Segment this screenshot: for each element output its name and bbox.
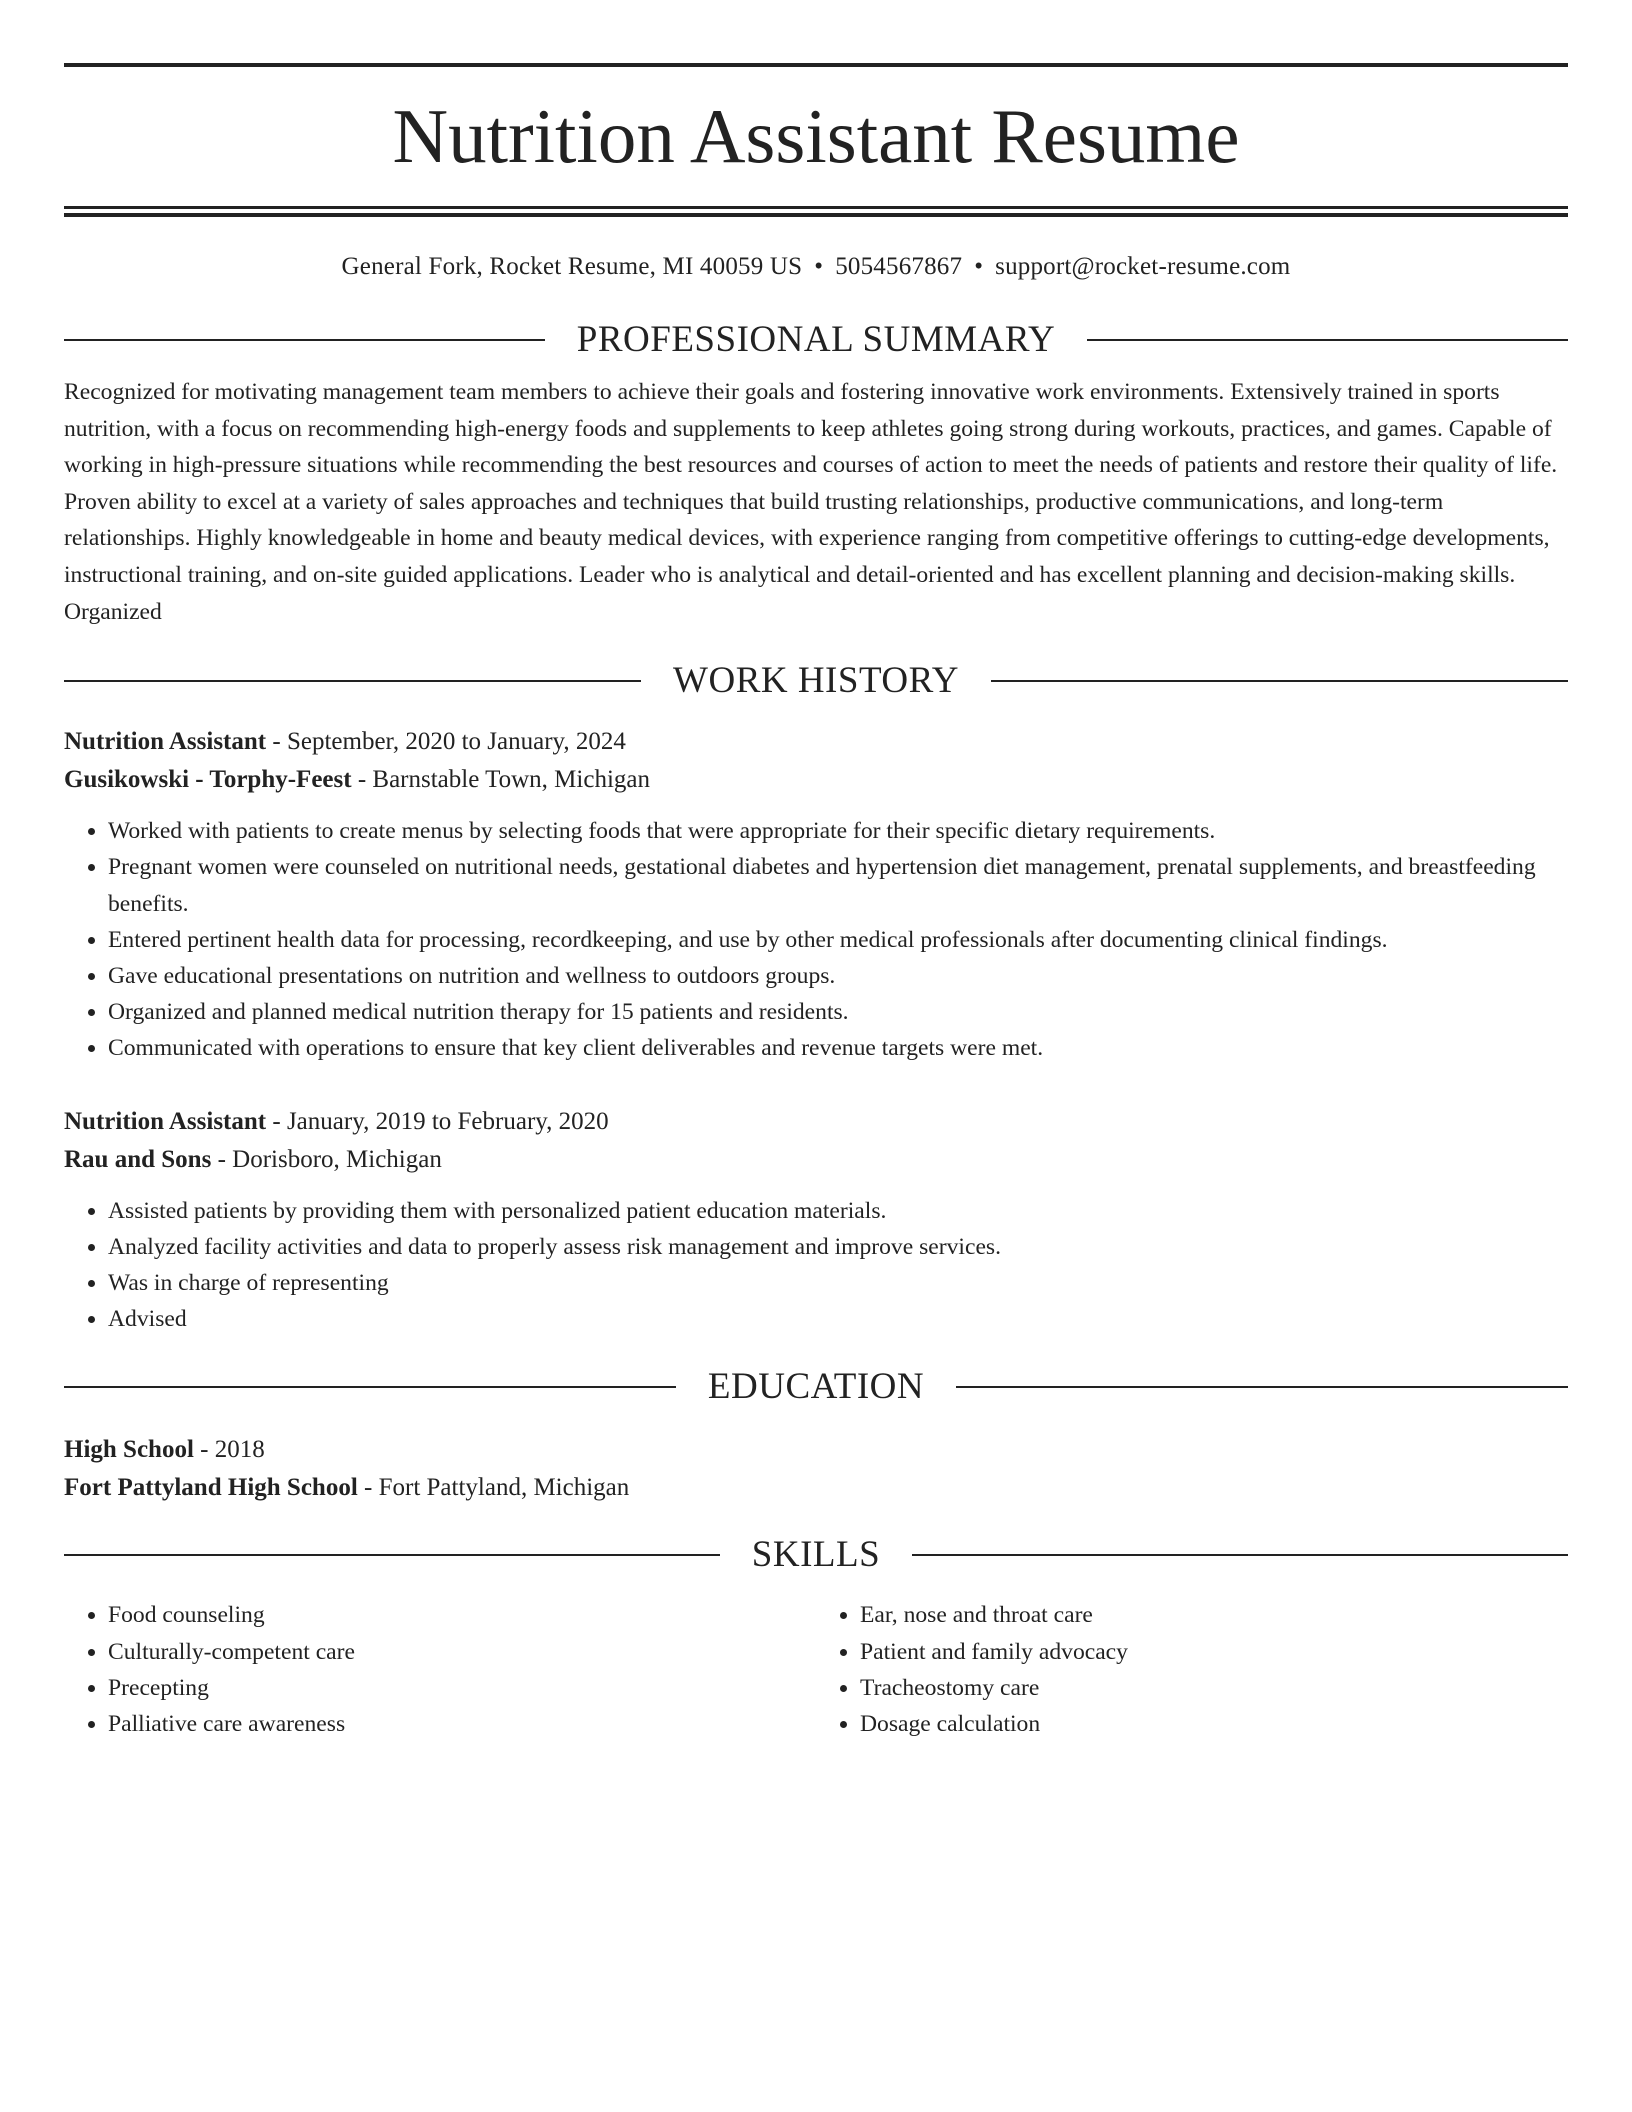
education-school-line: [64, 1469, 1568, 1507]
education-degree-line: [64, 1431, 1568, 1469]
job-company: Gusikowski - Torphy-Feest: [64, 766, 352, 794]
title-double-rule: [64, 206, 1568, 217]
contact-separator: •: [814, 253, 824, 280]
job-entry: [64, 723, 1568, 799]
education-section-heading: [64, 1365, 1568, 1409]
list-item: • Advised: [108, 1301, 1568, 1337]
education-entry: [64, 1431, 1568, 1507]
job-company-line: [64, 1141, 1568, 1179]
list-item: • Ear, nose and throat care: [860, 1597, 1568, 1633]
list-item: • Entered pertinent health data for processing, recordkeeping, and use by other medical professionals after documenting clinical findings.: [108, 922, 1568, 958]
list-item: • Tracheostomy care: [860, 1670, 1568, 1706]
job-bullets: [64, 1193, 1568, 1338]
skills-section-heading: [64, 1533, 1568, 1577]
job-title-line: [64, 723, 1568, 761]
heading-rule-left: [64, 680, 641, 682]
list-item: • Gave educational presentations on nutrition and wellness to outdoors groups.: [108, 958, 1568, 994]
contact-address: General Fork, Rocket Resume, MI 40059 US: [341, 253, 803, 280]
skills-list-right: [816, 1597, 1568, 1742]
heading-rule-left: [64, 339, 545, 341]
list-item: • Communicated with operations to ensure that key client deliverables and revenue targets were met.: [108, 1030, 1568, 1066]
list-item: • Precepting: [108, 1670, 816, 1706]
job-bullets: [64, 813, 1568, 1066]
contact-separator: •: [974, 253, 984, 280]
contact-line: [64, 252, 1568, 282]
summary-section-heading: [64, 318, 1568, 362]
heading-rule-right: [912, 1554, 1568, 1556]
job-location: - Barnstable Town, Michigan: [351, 766, 650, 794]
education-school: Fort Pattyland High School: [64, 1474, 358, 1502]
summary-heading-label: PROFESSIONAL SUMMARY: [576, 319, 1056, 360]
list-item: • Organized and planned medical nutrition therapy for 15 patients and residents.: [108, 994, 1568, 1030]
list-item: • Palliative care awareness: [108, 1706, 816, 1742]
list-item: • Analyzed facility activities and data to properly assess risk management and improve services.: [108, 1229, 1568, 1265]
top-rule: [64, 63, 1568, 67]
education-degree: High School: [64, 1436, 194, 1464]
heading-rule-right: [1087, 339, 1568, 341]
contact-phone: 5054567867: [835, 253, 963, 280]
summary-text: Recognized for motivating management team members to achieve their goals and fostering innovative work environments. Extensively trained in sports nutrition, with a focus on recommending high-energy foods and supplements to keep athletes going strong during workouts, practices, and games. Capable of working in high-pressure situations while recommending the best resources and courses of action to meet the needs of patients and restore their quality of life. Proven ability to excel at a variety of sales approaches and techniques that build trusting relationships, productive communications, and long-term relationships. Highly knowledgeable in home and beauty medical devices, with experience ranging from competitive offerings to cutting-edge developments, instructional training, and on-site guided applications. Leader who is analytical and detail-oriented and has excellent planning and decision-making skills. Organized: [64, 379, 1558, 625]
job-company: Rau and Sons: [64, 1145, 212, 1173]
list-item: • Dosage calculation: [860, 1706, 1568, 1742]
work-heading-label: WORK HISTORY: [673, 660, 959, 702]
heading-rule-right: [956, 1386, 1568, 1388]
contact-email: support@rocket-resume.com: [995, 253, 1291, 280]
list-item: • Worked with patients to create menus by selecting foods that were appropriate for their specific dietary requirements.: [108, 813, 1568, 849]
job-title: Nutrition Assistant: [64, 1107, 267, 1135]
job-entry: [64, 1103, 1568, 1179]
job-title-line: [64, 1103, 1568, 1141]
list-item: • Pregnant women were counseled on nutritional needs, gestational diabetes and hypertension diet management, prenatal supplements, and breastfeeding benefits.: [108, 849, 1568, 921]
education-location: - Fort Pattyland, Michigan: [357, 1474, 630, 1502]
job-dates: - January, 2019 to February, 2020: [266, 1107, 609, 1135]
job-company-line: [64, 761, 1568, 799]
heading-rule-right: [991, 680, 1568, 682]
resume-title: Nutrition Assistant Resume: [392, 93, 1240, 179]
work-section-heading: [64, 659, 1568, 703]
job-title: Nutrition Assistant: [64, 728, 267, 756]
list-item: • Assisted patients by providing them with personalized patient education materials.: [108, 1193, 1568, 1229]
skills-heading-label: SKILLS: [751, 1534, 881, 1576]
education-year: - 2018: [193, 1436, 265, 1464]
list-item: • Patient and family advocacy: [860, 1634, 1568, 1670]
list-item: • Food counseling: [108, 1597, 816, 1633]
list-item: • Culturally-competent care: [108, 1634, 816, 1670]
job-location: - Dorisboro, Michigan: [211, 1145, 442, 1173]
heading-rule-left: [64, 1386, 676, 1388]
skills-list-left: [64, 1597, 816, 1742]
job-dates: - September, 2020 to January, 2024: [266, 728, 626, 756]
skills-columns: [64, 1597, 1568, 1742]
heading-rule-left: [64, 1554, 720, 1556]
education-heading-label: EDUCATION: [707, 1366, 925, 1408]
list-item: • Was in charge of representing: [108, 1265, 1568, 1301]
